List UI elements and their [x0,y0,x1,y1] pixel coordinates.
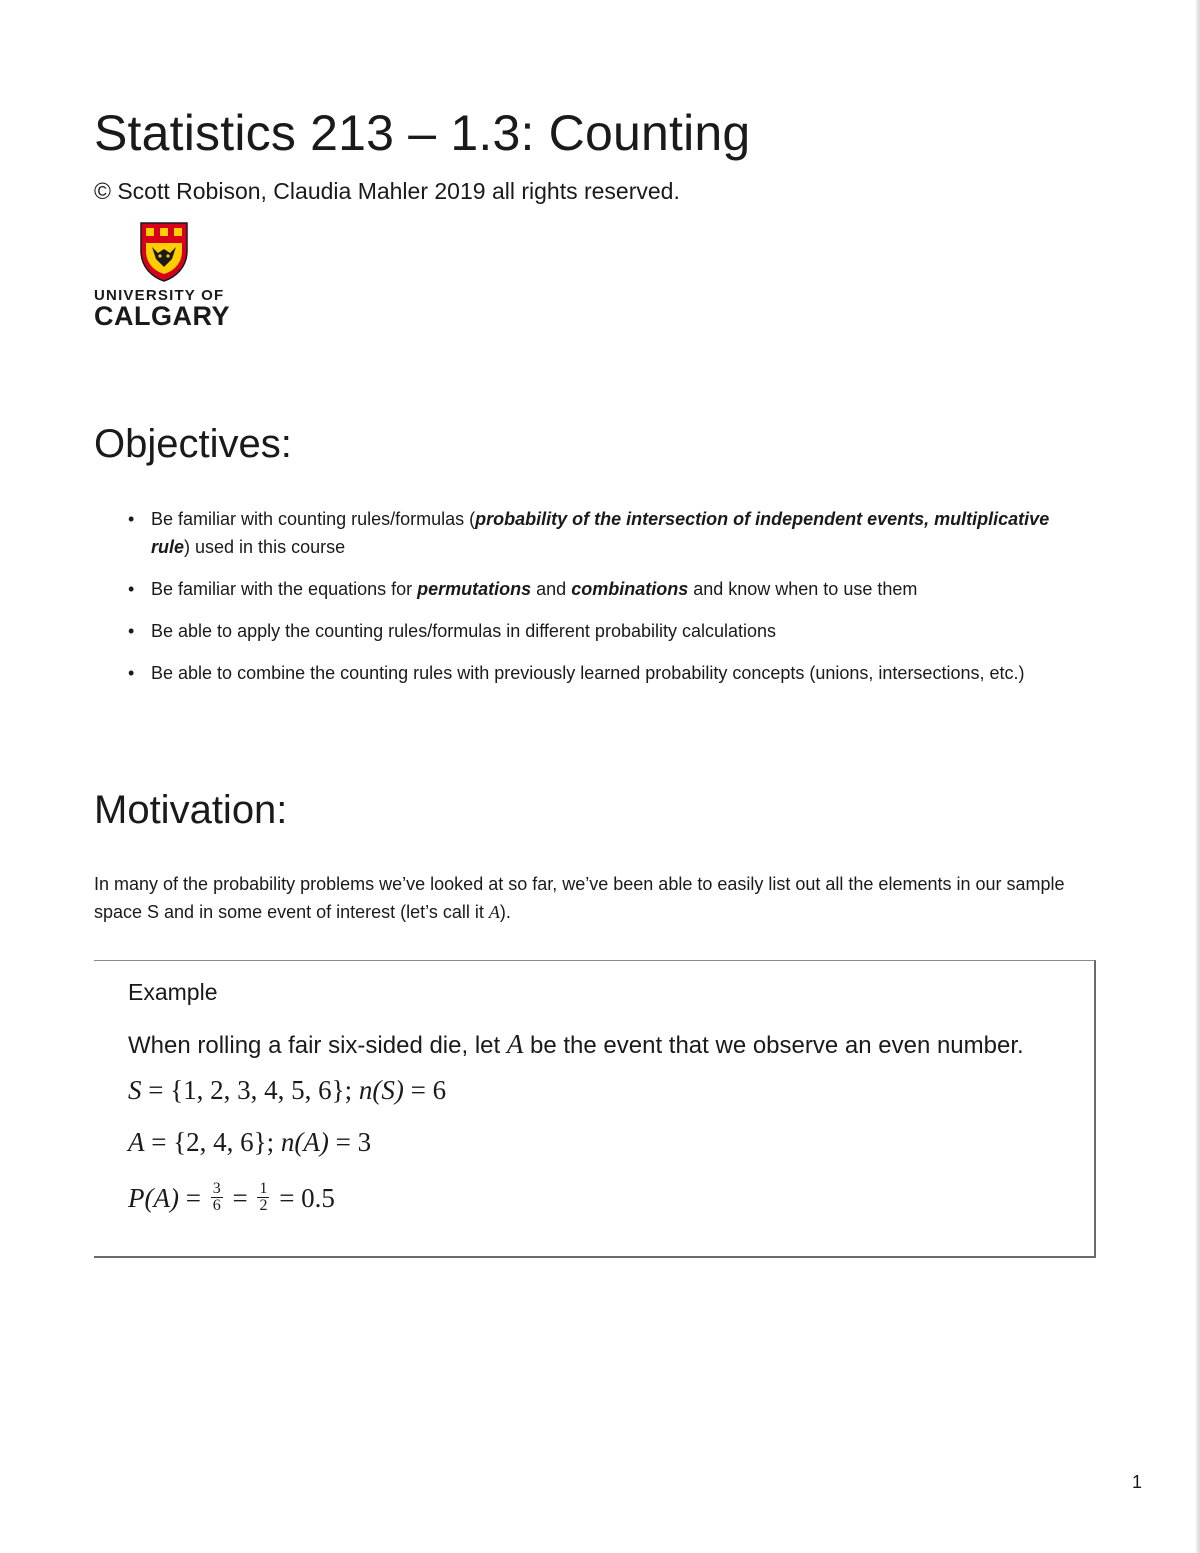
bullet: • [128,663,135,683]
eq-arg: (S) [372,1075,404,1105]
fraction [211,1181,223,1214]
objective-text: and know when to use them [688,579,918,599]
fraction [257,1181,269,1214]
example-text: When rolling a fair six-sided die, let [128,1032,507,1059]
probability-equation [128,1180,335,1217]
objective-text: Be able to apply the counting rules/formulas in different probability calculations [151,621,777,641]
objective-text: and [531,579,572,599]
motivation-paragraph [94,870,1104,926]
objective-text: ) used in this course [184,537,346,557]
example-text: be the event that we observe an even number. [523,1032,1024,1059]
objective-item [128,617,1088,645]
motivation-text: In many of the probability problems we’ve looked at so far, we’ve been able to easily list out all the elements in our sample space S and in some event of interest (let’s call it [94,874,1065,922]
page-edge [1196,0,1200,1553]
eq-equals: = [178,1183,208,1213]
objective-text: Be familiar with counting rules/formulas ( [151,509,476,529]
objective-item [128,659,1088,687]
sample-space-equation [128,1075,446,1106]
eq-arg: (A) [294,1127,329,1157]
eq-set: = {1, 2, 3, 4, 5, 6}; [141,1075,359,1105]
motivation-heading: Motivation: [94,788,288,832]
fraction-numerator: 3 [212,1180,221,1198]
university-logo [94,221,244,333]
math-variable: A [506,1029,524,1059]
page-number: 1 [1132,1472,1143,1492]
copyright-notice: © Scott Robison, Claudia Mahler 2019 all rights reserved. [94,178,680,204]
objectives-list [128,505,1088,701]
fraction-denominator: 2 [259,1197,268,1215]
example-label: Example [128,979,218,1005]
objective-emphasis: probability of the intersection of independent events, multiplicative rule [151,509,1050,557]
example-statement [128,1029,1024,1060]
objective-emphasis: combinations [571,579,689,599]
eq-count-fn: n [280,1127,295,1157]
example-box [94,960,1096,1258]
objective-item [128,505,1088,561]
eq-count-fn: n [358,1075,373,1105]
objective-emphasis: permutations [417,579,532,599]
document-title: Statistics 213 – 1.3: Counting [94,105,751,161]
motivation-text: ). [499,902,511,922]
event-equation [128,1127,371,1158]
logo-university-of: UNIVERSITY OF [94,287,225,304]
eq-lhs: P(A) [128,1183,179,1213]
eq-lhs: A [128,1127,145,1157]
objective-text: Be able to combine the counting rules with previously learned probability concepts (unions, intersections, etc.) [151,663,1025,683]
logo-calgary: CALGARY [94,301,230,331]
objective-item [128,575,1088,603]
objectives-heading: Objectives: [94,422,292,466]
bullet: • [128,509,135,529]
fraction-denominator: 6 [212,1197,221,1215]
bullet: • [128,579,135,599]
fraction-numerator: 1 [259,1180,268,1198]
eq-set: = {2, 4, 6}; [144,1127,281,1157]
eq-rhs: = 6 [403,1075,447,1105]
eq-rhs: = 0.5 [272,1183,335,1213]
eq-lhs: S [128,1075,142,1105]
math-variable: A [488,902,500,922]
eq-equals: = [225,1183,255,1213]
objective-text: Be familiar with the equations for [151,579,418,599]
university-crest-icon [138,221,190,283]
bullet: • [128,621,135,641]
eq-rhs: = 3 [328,1127,372,1157]
